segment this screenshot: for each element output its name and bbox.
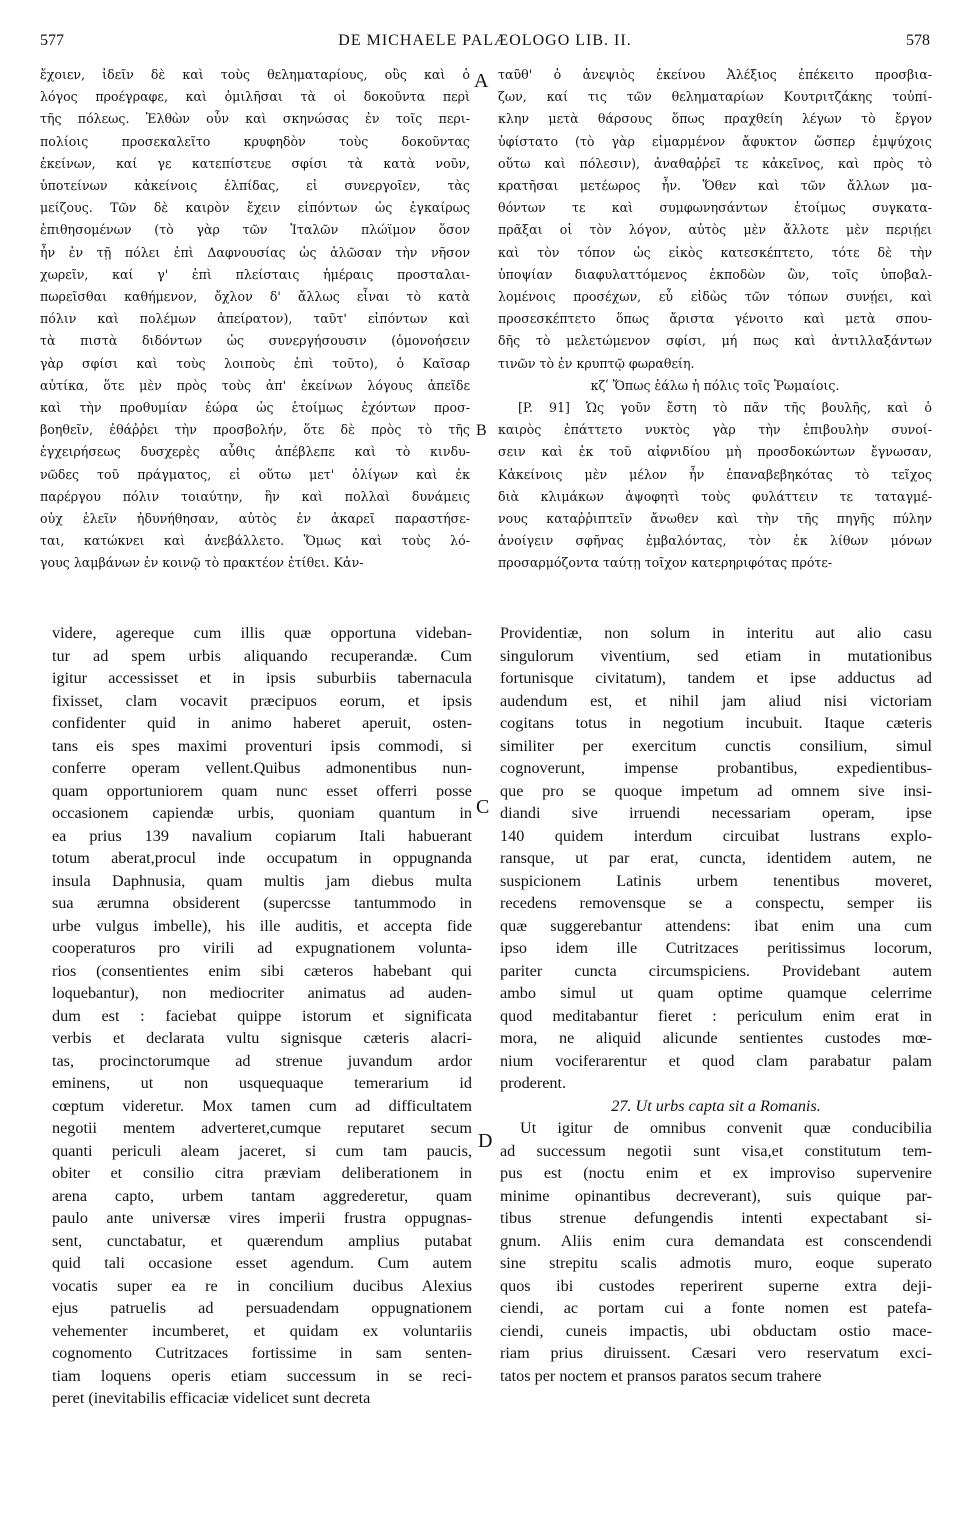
text-line: ὑφίστατο (τὸ γὰρ εἱμαρμένον ἄφυκτον ὥσπερ ἐμψύχοις bbox=[498, 133, 932, 149]
text-line: proderent. bbox=[500, 1074, 567, 1092]
text-line: κρατῆσαι μετέωρος ἦν. Ὅθεν καὶ τῶν ἄλλων μα- bbox=[498, 178, 932, 194]
text-line: totum aberat,procul inde occupatum in oppugnanda bbox=[52, 849, 472, 867]
text-line: quid tali occasione esset agendum. Cum autem bbox=[52, 1254, 472, 1272]
text-line: οὐχ ἑλεῖν ἠδυνήθησαν, αὐτὸς ἐν ἀκαρεῖ παραστήσε- bbox=[40, 511, 470, 527]
text-line: recedens removensque se a conspectu, semper iis bbox=[500, 894, 932, 912]
text-line: sua ærumna obsiderent (supercsse tantummodo in bbox=[52, 894, 472, 912]
text-line: κλην μετὰ θάρσους ὅπως πραχθείη λέγων τὸ ἔργον bbox=[498, 111, 932, 127]
text-line: μείζους. Τῶν δὲ καιρὸν ἔχειν εἰπόντων ὡς ἐγκαίρως bbox=[40, 200, 470, 216]
text-line: αὐτίκα, ὅτε μὲν πρὸς τοὺς ἀπ' ἐκείνων λόγους ἀπεῖδε bbox=[40, 377, 470, 393]
text-line: ταῦθ' ὁ ἀνεψιὸς ἐκείνου Ἀλέξιος ἐπέκειτο προσβια- bbox=[498, 67, 932, 82]
text-line: λόγος προέγραφε, καὶ ὁμιλῆσαι τὰ οἱ δοκοῦντα περὶ bbox=[40, 89, 470, 105]
text-line: 27. Ut urbs capta sit a Romanis. bbox=[611, 1096, 821, 1115]
text-line: παρέργου πόλιν τοιαύτην, ἣν καὶ πολλαὶ δυνάμεις bbox=[40, 488, 470, 504]
text-line: vehementer incumberet, et quidam ex voluntariis bbox=[52, 1321, 472, 1340]
text-line: gnum. Aliis enim cura demandata est conscendendi bbox=[500, 1231, 932, 1250]
text-line: eminens, ut non usquequaque temerarium id bbox=[52, 1074, 472, 1092]
text-line: occasionem capiendæ urbis, quoniam quantum in bbox=[52, 804, 472, 822]
text-line: προσαρμόζοντα ταύτῃ τοῖχον κατερηριφότας πρότε- bbox=[498, 555, 833, 571]
text-line: cœptum videretur. Mox tamen cum ad difficultatem bbox=[52, 1096, 472, 1115]
text-line: arena capto, urbem tantam aggrederetur, quam bbox=[52, 1186, 472, 1205]
text-line: δῆς τὸ μελετώμενον σφίσι, μή πως καὶ ἀντιλλαξάντων bbox=[498, 333, 932, 349]
text-line: nium vociferarentur et quod clam parabatur palam bbox=[500, 1051, 932, 1070]
running-title: DE MICHAELE PALÆOLOGO LIB. II. bbox=[338, 32, 632, 49]
text-line: suspicionem Latinis urbem tenentibus moveret, bbox=[500, 871, 932, 890]
text-line: νῶδες τοῦ πράγματος, εἰ οὕτω μετ' ὀλίγων καὶ ἐκ bbox=[40, 466, 470, 482]
text-line: σειν καὶ ἐκ τοῦ αἰφνιδίου μὴ προσδοκώντων ἔγνωσαν, bbox=[498, 444, 932, 460]
text-line: ipso idem ille Cutritzaces peritissimus locorum, bbox=[500, 939, 932, 957]
text-line: Ut igitur de omnibus convenit quæ conducibilia bbox=[520, 1119, 932, 1137]
text-line: minime opinantibus decreverant), suis quique par- bbox=[500, 1186, 932, 1205]
text-line: sent, cunctabatur, et quærendum amplius putabat bbox=[52, 1231, 472, 1250]
latin-column-right bbox=[500, 622, 932, 1387]
text-line: γους λαμβάνων ἐν κοινῷ τὸ πρακτέον ἐτίθει. Κἀν- bbox=[40, 555, 364, 571]
text-line: tatos per noctem et pransos paratos secum trahere bbox=[500, 1366, 822, 1385]
text-line: ciendi, cuneis impactis, ubi obductam ostio mace- bbox=[500, 1321, 932, 1340]
text-line: ambo simul ut quam optime quamque celerrime bbox=[500, 984, 932, 1002]
text-line: mora, ne aliquid alicunde sentientes custodes mœ- bbox=[500, 1029, 932, 1047]
text-line: cogitans totus in negotium incubuit. Itaque cæteris bbox=[500, 714, 932, 732]
text-line: igitur accessisset et in ipsis suburbiis tabernacula bbox=[52, 669, 472, 687]
text-line: βοηθεῖν, ἐθάῤῥει τὴν προσβολήν, ὅτε δὲ πρὸς τὸ τῆς bbox=[40, 422, 470, 438]
text-line: Κἀκείνοις μὲν μέλον ἦν ἐπαναβεβηκότας τὸ τεῖχος bbox=[498, 466, 932, 482]
greek-column-left bbox=[40, 64, 470, 575]
text-line: riam prius diruissent. Cæsari vero reservatum exci- bbox=[500, 1344, 932, 1362]
text-line: tans eis spes maximi proventuri ipsis commodi, si bbox=[52, 736, 472, 755]
text-line: πρᾶξαι οἱ τὸν λόγον, αὐτὸς μὲν ἄλλοτε μὲν περιῄει bbox=[498, 222, 932, 238]
page-number-left: 577 bbox=[40, 32, 64, 49]
text-line: ἔχοιεν, ἰδεῖν δὲ καὶ τοὺς θεληματαρίους, οὓς καὶ ὁ bbox=[40, 67, 470, 82]
text-line: ransque, ut par erat, cuncta, identidem autem, ne bbox=[500, 849, 932, 867]
text-line: ejus patruelis ad persuadendam oppugnationem bbox=[52, 1299, 472, 1317]
text-line: quos ibi custodes reperirent superne extra deji- bbox=[500, 1276, 932, 1295]
text-line: pariter cuncta circumspiciens. Providebant autem bbox=[500, 961, 932, 980]
text-line: audendum est, et nihil jam aliud nisi victoriam bbox=[500, 691, 932, 710]
text-line: que pro se quoque impetum ad omnem sive insi- bbox=[500, 781, 932, 800]
text-line: νους καταῤῥιπτεῖν ἄνωθεν καὶ τὴν τῆς πηγῆς πύλην bbox=[498, 511, 932, 527]
text-line: sine strepitu scalis admotis muro, eoque superato bbox=[500, 1254, 932, 1272]
text-line: θόντων τε καὶ συμφωνησάντων ἑτοίμως συγκατα- bbox=[498, 200, 932, 216]
text-line: vocatis super ea re in concilium ducibus Alexius bbox=[52, 1276, 472, 1295]
text-line: paulo ante universæ vires imperii frustra oppugnas- bbox=[52, 1209, 472, 1227]
text-line: πόλιν καὶ πολέμων ἀπείρατον), ταῦτ' εἰπόντων καὶ bbox=[40, 311, 470, 327]
text-line: loquebantur), non mediocriter animatus ad auden- bbox=[52, 984, 472, 1002]
latin-column-left bbox=[52, 622, 472, 1410]
text-line: quæ suggerebantur attendens: ibat enim una cum bbox=[500, 916, 932, 935]
section-marker-d: D bbox=[478, 1130, 493, 1152]
text-line: λομένοις προσέχων, εὖ εἰδὼς τῶν τόπων συνῄει, καὶ bbox=[498, 289, 932, 305]
page-number-right: 578 bbox=[906, 32, 930, 49]
text-line: καὶ τὴν προθυμίαν ἑώρα ὡς ἑτοίμως ἐχόντων προσ- bbox=[40, 400, 470, 416]
text-line: τινῶν τὸ ἐν κρυπτῷ φωραθείη. bbox=[498, 355, 695, 371]
text-line: καιρὸς ἐπάττετο νυκτὸς γὰρ τὴν ἐπιβουλὴν συνοί- bbox=[498, 422, 932, 438]
text-line: ἐπιθησομένων (τὸ γὰρ τῶν Ἰταλῶν πλώϊμον ὅσον bbox=[40, 222, 470, 238]
text-line: quod meditabantur fieret : periculum enim erat in bbox=[500, 1006, 932, 1025]
text-line: dum est : faciebat quippe istorum et significata bbox=[52, 1006, 472, 1025]
text-line: Providentiæ, non solum in interitu aut alio casu bbox=[500, 624, 932, 642]
text-line: diandi sive irruendi necessariam operam, ipse bbox=[500, 804, 932, 822]
text-line: tiam loquens operis etiam successum in se reci- bbox=[52, 1366, 472, 1385]
text-line: confidenter quid in animo haberet aperuit, osten- bbox=[52, 714, 472, 732]
section-marker-a: A bbox=[474, 70, 489, 92]
text-line: 140 quidem interdum circuibat lustrans explo- bbox=[500, 826, 932, 845]
text-line: ea prius 139 navalium copiarum Itali habuerant bbox=[52, 826, 472, 845]
text-line: προσεσκέπτετο ὅπως ἄριστα γένοιτο καὶ μετὰ σπου- bbox=[498, 311, 932, 327]
text-line: ἐκείνων, καί γε κατεπίστευε σφίσι τὰ κατὰ νοῦν, bbox=[40, 155, 470, 171]
text-line: ἀνοίγειν σφῆνας ἐμβαλόντας, τὸν ἐκ λίθων μόνων bbox=[498, 533, 932, 549]
text-line: conferre operam vellent.Quibus admonentibus nun- bbox=[52, 759, 472, 777]
text-line: singulorum viventium, sed etiam in mutationibus bbox=[500, 646, 932, 665]
text-line: ται, κατώκνει καὶ ἀνεβάλλετο. Ὅμως καὶ τοὺς λό- bbox=[40, 533, 470, 549]
text-line: κζʹ Ὅπως ἑάλω ἡ πόλις τοῖς Ῥωμαίοις. bbox=[590, 377, 840, 393]
text-line: fixisset, clam vocavit præcipuos eorum, et ipsis bbox=[52, 691, 472, 710]
text-line: πωρεῖσθαι καθήμενον, ὄχλον δ' ἄλλως εἶναι τὸ κατὰ bbox=[40, 289, 470, 305]
text-line: quam opportuniorem quam nunc esset offerri posse bbox=[52, 781, 472, 800]
text-line: similiter per exercitum cunctis consilium, simul bbox=[500, 736, 932, 755]
text-line: cooperaturos pro virili ad expugnationem volunta- bbox=[52, 939, 472, 957]
text-line: tibus strenue defungendis intenti expectabant si- bbox=[500, 1209, 932, 1227]
text-line: γὰρ σφίσι καὶ τοὺς λοιποὺς ἐπὶ τοῦτο), ὁ Καῖσαρ bbox=[40, 355, 470, 371]
text-line: ciendi, ac portam cui a fonte nomen est patefa- bbox=[500, 1299, 932, 1317]
text-line: negotii mentem adverteret,cumque reputaret secum bbox=[52, 1119, 472, 1137]
text-line: rios (consentientes enim sibi cæteros habebant qui bbox=[52, 961, 472, 980]
text-line: καὶ τὸν τόπον ὡς εἰκὸς κατεσκέπτετο, τότε δὲ τὴν bbox=[498, 244, 932, 260]
text-line: [P. 91] Ὡς γοῦν ἔστη τὸ πᾶν τῆς βουλῆς, καὶ ὁ bbox=[518, 400, 932, 416]
running-header bbox=[40, 32, 930, 56]
text-line: ὑποψίαν διαφυλαττόμενος ἐκποδὼν ὢν, τοῖς ὑποβαλ- bbox=[498, 266, 932, 282]
text-line: tur ad spem urbis aliquando recuperandæ. Cum bbox=[52, 646, 472, 665]
text-line: ἦν ἐν τῇ πόλει ἐπὶ Δαφνουσίας ὡς ἁλῶσαν τὴν νῆσον bbox=[40, 244, 470, 260]
text-line: ὑποτείνων κἀκείνοις ἐλπίδας, εἰ συνεργοῖεν, τὰς bbox=[40, 178, 470, 194]
text-line: ad successum negotii sunt visa,et constitutum tem- bbox=[500, 1141, 932, 1160]
text-line: peret (inevitabilis efficaciæ videlicet sunt decreta bbox=[52, 1389, 371, 1407]
text-line: πολίοις προσεκαλεῖτο κρυφηδὸν τοὺς δοκοῦντας bbox=[40, 133, 470, 149]
text-line: obiter et consilio citra præviam deliberationem in bbox=[52, 1164, 472, 1182]
text-line: insula Daphnusia, quam multis jam diebus multa bbox=[52, 871, 472, 890]
section-marker-c: C bbox=[476, 796, 490, 818]
text-line: ζων, καί τις τῶν θεληματαρίων Κουτριτζάκης τοὐπί- bbox=[498, 89, 932, 105]
text-line: videre, agereque cum illis quæ opportuna videban- bbox=[52, 624, 472, 642]
text-line: fortunisque civitatum), tandem et ipse adductus ad bbox=[500, 669, 932, 687]
text-line: διὰ κλιμάκων ἀψοφητὶ τοὺς φυλάττειν τε ταταγμέ- bbox=[498, 488, 932, 504]
text-line: verbis et declarata vultu signisque cæteris alacri- bbox=[52, 1029, 472, 1047]
text-line: χωρεῖν, καί γ' ἐπὶ πλείσταις ἡμέραις προσταλαι- bbox=[40, 266, 470, 282]
text-line: cognoverunt, impense probantibus, expedientibus- bbox=[500, 759, 932, 777]
text-line: οὕτω καὶ πόλεσιν), ἀναθαῤῥεῖ τε κἀκεῖνος, καὶ πρὸς τὸ bbox=[498, 155, 932, 171]
greek-column-right bbox=[498, 64, 932, 575]
text-line: cognomento Cutritzaces fortissime in sam senten- bbox=[52, 1344, 472, 1362]
text-line: τῆς πόλεως. Ἐλθὼν οὖν καὶ σκηνώσας ἐν τοῖς περι- bbox=[40, 111, 470, 127]
text-line: ἐγχειρήσεως δυσχερὲς αὖθις ἀπέβλεπε καὶ τὸ κινδυ- bbox=[40, 444, 470, 460]
text-line: pus est (noctu enim et ex improviso supervenire bbox=[500, 1164, 932, 1182]
text-line: quanti periculi aleam jaceret, si cum tam paucis, bbox=[52, 1141, 472, 1160]
section-marker-b: B bbox=[476, 422, 487, 439]
text-line: tas, procinctorumque ad strenue juvandum ardor bbox=[52, 1051, 472, 1070]
text-line: τὰ πιστὰ διδόντων ὡς συνεργήσουσιν (ὁμονοήσειν bbox=[40, 333, 470, 349]
text-line: urbe vulgus imbelle), his ille auditis, et accepta fide bbox=[52, 916, 472, 935]
